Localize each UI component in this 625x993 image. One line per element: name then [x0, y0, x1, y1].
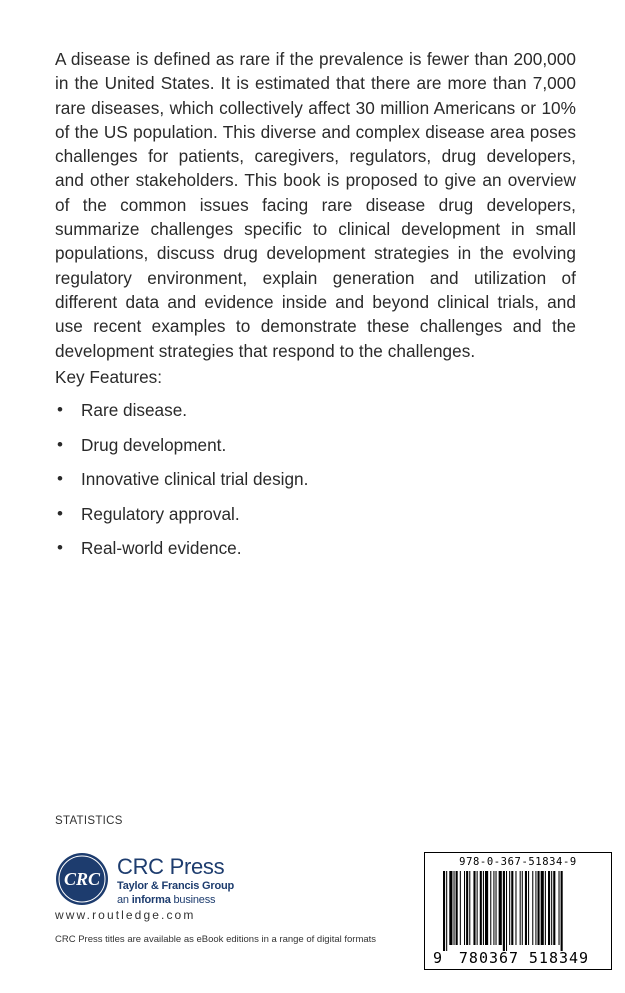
- list-item: [55, 433, 308, 468]
- barcode-bar: [561, 871, 563, 951]
- barcode-bar: [532, 871, 533, 945]
- barcode-bar: [454, 871, 455, 945]
- barcode-bar: [541, 871, 544, 945]
- feature-label: Real-world evidence.: [81, 538, 242, 558]
- barcode-bar: [483, 871, 484, 945]
- barcode-bar: [511, 871, 513, 945]
- barcode-bar: [446, 871, 447, 951]
- barcode-bar: [538, 871, 540, 945]
- barcode-bar: [443, 871, 445, 951]
- barcode-bar: [464, 871, 465, 945]
- barcode-bar: [535, 871, 536, 945]
- barcode-bar: [528, 871, 529, 945]
- barcode-bar: [548, 871, 550, 945]
- list-item: [55, 536, 308, 571]
- barcode-icon: [431, 871, 605, 966]
- barcode-bar: [551, 871, 552, 945]
- barcode-bar: [456, 871, 458, 945]
- business-suffix: business: [170, 894, 216, 906]
- publisher-website: www.routledge.com: [55, 908, 196, 922]
- barcode-bar: [499, 871, 502, 945]
- barcode-bar: [460, 871, 461, 945]
- publisher-logo-block: [55, 852, 255, 912]
- barcode-bar: [496, 871, 497, 945]
- logo-text: CRC: [63, 869, 101, 889]
- barcode-bar: [559, 871, 560, 945]
- isbn-number: 978-0-367-51834-9: [459, 856, 577, 868]
- barcode-bar: [525, 871, 527, 945]
- list-item: [55, 398, 308, 433]
- barcode-bar: [553, 871, 555, 945]
- barcode-bar: [480, 871, 482, 945]
- barcode-bar: [466, 871, 468, 945]
- barcode-bar: [473, 871, 475, 945]
- isbn-barcode: [424, 852, 612, 970]
- feature-label: Innovative clinical trial design.: [81, 469, 309, 489]
- list-item: [55, 502, 308, 537]
- barcode-bar: [490, 871, 491, 945]
- barcode-bar: [469, 871, 470, 945]
- barcode-bar: [477, 871, 478, 945]
- business-prefix: an: [117, 894, 132, 906]
- book-description: A disease is defined as rare if the prevalence is fewer than 200,000 in the United States. It is estimated that there are more than 7,000 rare diseases, which collectively affect 30 million Americans or 10% of the US population. This diverse and complex disease area poses challenges for patients, caregivers, regulators, drug developers, and other stakeholders. This book is proposed to give an overview of the common issues facing rare disease drug developers, summarize challenges specific to clinical development in small populations, discuss drug development strategies in the evolving regulatory environment, explain generation and utilization of different data and evidence inside and beyond clinical trials, and use recent examples to demonstrate these challenges and the development strategies that respond to the challenges.: [55, 49, 576, 361]
- key-features-list: [55, 398, 308, 571]
- bullet-icon: •: [57, 538, 63, 557]
- barcode-bar: [449, 871, 452, 945]
- barcode-bar: [515, 871, 516, 945]
- barcode-bar: [520, 871, 521, 945]
- barcode-digits-right: 518349: [528, 949, 590, 966]
- publisher-name: CRC Press: [117, 854, 225, 879]
- barcode-bars: [443, 871, 563, 951]
- barcode-digits-left: 780367: [458, 949, 520, 966]
- feature-label: Regulatory approval.: [81, 503, 240, 524]
- feature-label: Drug development.: [81, 434, 227, 455]
- bullet-icon: •: [57, 503, 63, 523]
- subject-category: STATISTICS: [55, 815, 123, 827]
- bullet-icon: •: [57, 400, 63, 419]
- ebook-note: CRC Press titles are available as eBook editions in a range of digital formats: [55, 934, 377, 945]
- bullet-icon: •: [57, 469, 63, 488]
- publisher-group: Taylor & Francis Group: [117, 880, 235, 892]
- business-bold: informa: [131, 894, 171, 906]
- barcode-digit-prefix: 9: [433, 949, 443, 966]
- barcode-bar: [485, 871, 488, 945]
- barcode-bar: [503, 871, 505, 951]
- bullet-icon: •: [57, 434, 63, 454]
- barcode-bar: [506, 871, 507, 951]
- key-features-heading: Key Features:: [55, 367, 162, 387]
- publisher-business-line: [117, 894, 215, 906]
- list-item: [55, 467, 308, 502]
- barcode-bar: [522, 871, 523, 945]
- barcode-bar: [493, 871, 494, 945]
- crc-press-logo-icon: [55, 852, 109, 906]
- barcode-bar: [509, 871, 510, 945]
- feature-label: Rare disease.: [81, 400, 188, 420]
- barcode-bar: [545, 871, 546, 945]
